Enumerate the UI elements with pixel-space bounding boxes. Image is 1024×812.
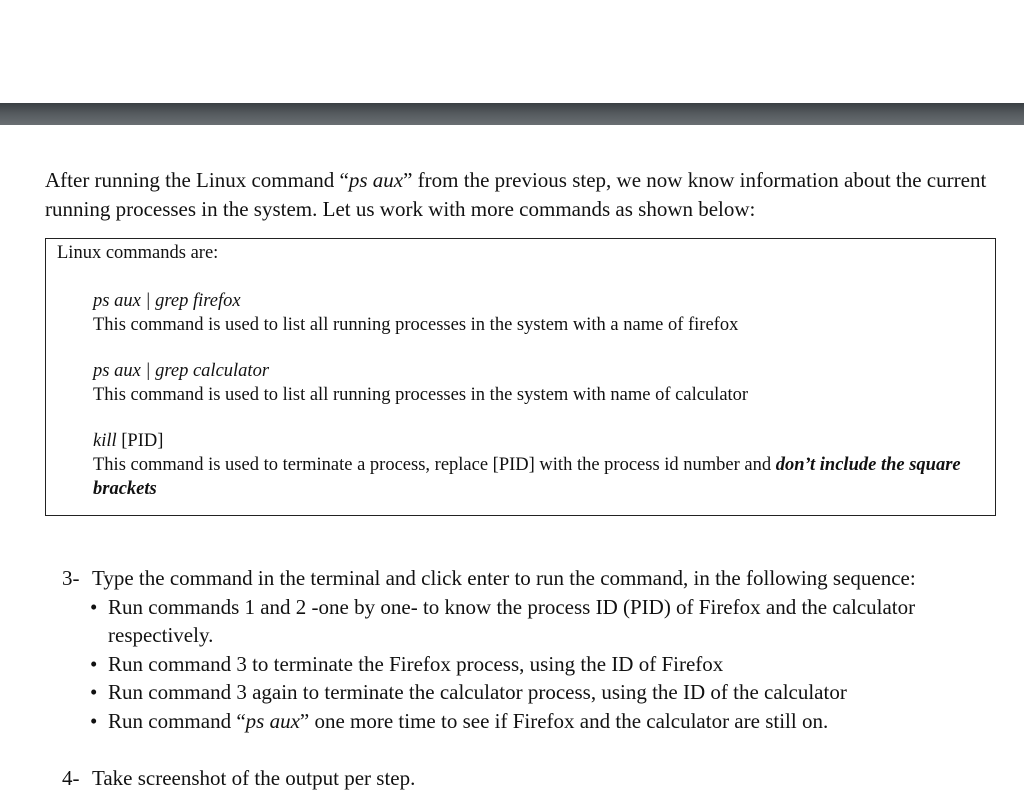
step-text: Take screenshot of the output per step.	[92, 766, 416, 790]
header-bar	[0, 103, 1024, 125]
commands-box-title: Linux commands are:	[57, 243, 219, 263]
intro-text-start: After running the Linux command “	[45, 168, 349, 192]
bullet-icon: •	[90, 651, 98, 676]
list-item	[90, 593, 1002, 650]
list-item-text-start: Run command “	[108, 708, 246, 733]
step-number: 4-	[62, 766, 80, 790]
step-3-bullet-list	[90, 593, 1002, 736]
step-number: 3-	[62, 566, 80, 590]
command-name	[93, 429, 983, 453]
command-argument: [PID]	[116, 431, 164, 451]
list-item-text: Run command 3 again to terminate the calculator process, using the ID of the calculator	[108, 680, 847, 704]
command-name: ps aux | grep calculator	[93, 361, 270, 381]
command-item-1	[93, 289, 983, 337]
list-item-command: ps aux	[245, 708, 300, 733]
step-3-line	[62, 564, 1002, 593]
command-description	[93, 453, 983, 501]
command-description-emphasis: don’t include the square brackets	[93, 455, 961, 499]
list-item-text-end: ” one more time to see if Firefox and the calculator are still on.	[299, 708, 829, 733]
command-description-text: This command is used to terminate a process, replace [PID] with the process id number and	[93, 455, 776, 475]
step-4	[62, 764, 415, 792]
bullet-icon: •	[90, 708, 98, 733]
step-text: Type the command in the terminal and click enter to run the command, in the following sequence:	[92, 566, 916, 590]
step-3	[62, 564, 1002, 735]
command-item-3	[93, 429, 983, 501]
bullet-icon: •	[90, 680, 98, 704]
list-item	[90, 707, 1002, 736]
intro-paragraph	[45, 166, 1005, 224]
list-item	[90, 678, 1002, 707]
intro-command: ps aux	[348, 168, 404, 192]
command-description: This command is used to list all running processes in the system with name of calculator	[93, 385, 749, 405]
list-item	[90, 650, 1002, 679]
bullet-icon: •	[90, 594, 98, 619]
command-keyword: kill	[93, 431, 117, 451]
command-name: ps aux | grep firefox	[93, 291, 241, 311]
intro-text-end: ” from the previous step, we now know information about the current running processes in the system. Let us work with more commands as shown below:	[45, 168, 987, 221]
list-item-text: Run commands 1 and 2 -one by one- to know the process ID (PID) of Firefox and the calculator respectively.	[108, 594, 916, 647]
commands-box	[45, 238, 996, 516]
list-item-text	[108, 707, 828, 736]
list-item-text: Run command 3 to terminate the Firefox process, using the ID of Firefox	[108, 651, 724, 676]
command-description: This command is used to list all running processes in the system with a name of firefox	[93, 315, 739, 335]
command-item-2	[93, 359, 983, 407]
